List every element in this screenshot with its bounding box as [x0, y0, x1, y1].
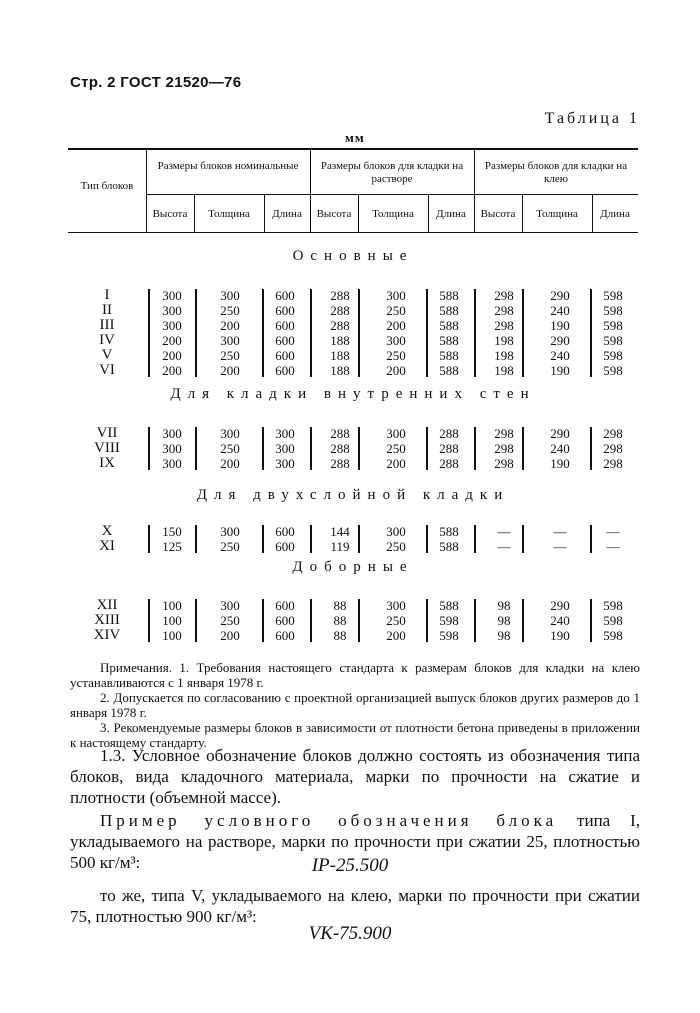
table-cell: 250: [386, 348, 406, 363]
table-cell: 250: [220, 613, 240, 628]
value-column: [482, 426, 526, 471]
table-cell: 598: [603, 288, 623, 303]
table-header: [68, 148, 638, 233]
value-column: [150, 598, 194, 643]
page-header: Стр. 2 ГОСТ 21520—76: [70, 74, 242, 91]
value-column: [200, 598, 260, 643]
value-column: [200, 288, 260, 378]
table-cell: 200: [386, 628, 406, 643]
row-type: I: [104, 287, 110, 303]
row-type: XIII: [94, 612, 120, 628]
table-cell: 588: [439, 363, 459, 378]
table-cell: 88: [333, 613, 347, 628]
value-column: [482, 524, 526, 554]
column-rule: [522, 525, 524, 553]
row-type: IV: [99, 332, 115, 348]
column-rule: [474, 289, 476, 377]
table-cell: 250: [220, 539, 240, 554]
table-cell: 200: [162, 333, 182, 348]
table-cell: 300: [386, 598, 406, 613]
table-cell: 288: [439, 456, 459, 471]
table-cell: 298: [603, 456, 623, 471]
row-type: XII: [96, 597, 118, 613]
table-cell: 598: [603, 348, 623, 363]
paragraph-text: 1.3. Условное обозначение блоков должно состоять из обозначения типа блоков, вида кладочного материала, марки по прочности на сжатие и плотности (объемной массе).: [70, 746, 640, 807]
header-divider: [146, 194, 638, 195]
table-cell: 250: [386, 303, 406, 318]
table-cell: 100: [162, 598, 182, 613]
table-cell: 600: [275, 363, 295, 378]
value-column: [270, 288, 300, 378]
table-cell: 300: [386, 288, 406, 303]
header-length: Длина: [600, 208, 630, 220]
value-column: [150, 524, 194, 554]
table-cell: 300: [275, 426, 295, 441]
table-cell: 588: [439, 318, 459, 333]
column-rule: [426, 289, 428, 377]
column-rule: [474, 525, 476, 553]
value-column: [598, 524, 628, 554]
header-length: Длина: [272, 208, 302, 220]
header-thickness: Толщина: [372, 208, 414, 220]
table-cell: 290: [550, 426, 570, 441]
table-cell: 190: [550, 456, 570, 471]
row-type: IX: [99, 455, 115, 471]
table-cell: 288: [330, 288, 350, 303]
value-column: [200, 426, 260, 471]
table-cell: 298: [494, 303, 514, 318]
row-types: [68, 524, 146, 554]
header-length: Длина: [436, 208, 466, 220]
table-cell: 188: [330, 348, 350, 363]
table-cell: 300: [220, 333, 240, 348]
value-column: [270, 524, 300, 554]
note-2: 2. Допускается по согласованию с проектной организацией выпуск блоков других размеров до 1 января 1978 г.: [70, 690, 640, 720]
note-1: Примечания. 1. Требования настоящего стандарта к размерам блоков для кладки на клею устанавливаются с 1 января 1978 г.: [70, 660, 640, 690]
paragraph-1-3: [70, 745, 640, 808]
table-cell: 98: [497, 613, 511, 628]
value-column: [482, 288, 526, 378]
table-cell: 198: [494, 363, 514, 378]
column-rule: [310, 525, 312, 553]
example-body: типа I, укладываемого на растворе, марки по прочности при сжатии 25, плотностью 500 кг/м³:: [70, 811, 640, 872]
table-cell: 600: [275, 318, 295, 333]
table-cell: 298: [494, 456, 514, 471]
row-type: VIII: [94, 440, 120, 456]
table-cell: 598: [603, 628, 623, 643]
value-column: [530, 426, 590, 471]
column-rule: [590, 525, 592, 553]
value-column: [200, 524, 260, 554]
column-rule: [358, 289, 360, 377]
column-rule: [426, 427, 428, 470]
table-cell: 588: [439, 303, 459, 318]
table-cell: 290: [550, 288, 570, 303]
table-cell: 200: [220, 363, 240, 378]
table-cell: 200: [220, 456, 240, 471]
table-cell: 288: [439, 426, 459, 441]
table-cell: 290: [550, 598, 570, 613]
column-rule: [474, 599, 476, 642]
column-rule: [195, 289, 197, 377]
table-cell: —: [606, 524, 620, 539]
table-cell: 250: [386, 539, 406, 554]
table-cell: 240: [550, 348, 570, 363]
value-column: [366, 426, 426, 471]
header-group-mortar: Размеры блоков для кладки на растворе: [320, 160, 464, 185]
table-cell: 290: [550, 333, 570, 348]
table-cell: —: [497, 524, 511, 539]
designation-example-1: IР-25.500: [311, 855, 389, 876]
table-cell: 288: [330, 456, 350, 471]
value-column: [530, 288, 590, 378]
table-cell: 300: [220, 598, 240, 613]
table-cell: 250: [386, 441, 406, 456]
column-rule: [522, 289, 524, 377]
table-cell: 98: [497, 628, 511, 643]
value-column: [530, 598, 590, 643]
value-column: [318, 426, 362, 471]
table-cell: 200: [220, 628, 240, 643]
table-cell: 600: [275, 539, 295, 554]
column-rule: [195, 599, 197, 642]
header-height: Высота: [316, 208, 352, 220]
value-column: [318, 524, 362, 554]
table-cell: 200: [220, 318, 240, 333]
table-cell: 588: [439, 539, 459, 554]
value-column: [270, 598, 300, 643]
value-column: [366, 524, 426, 554]
table-cell: 298: [603, 426, 623, 441]
table-cell: 598: [603, 318, 623, 333]
table-cell: 288: [439, 441, 459, 456]
column-rule: [426, 599, 428, 642]
table-cell: 200: [386, 318, 406, 333]
table-label: Таблица 1: [544, 110, 640, 127]
row-type: VI: [99, 362, 115, 378]
paragraph-2: [70, 885, 640, 927]
table-cell: 240: [550, 303, 570, 318]
value-column: [530, 524, 590, 554]
table-cell: 600: [275, 288, 295, 303]
header-group-glue: Размеры блоков для кладки на клею: [484, 160, 628, 185]
table-cell: 598: [439, 628, 459, 643]
value-column: [482, 598, 526, 643]
column-rule: [522, 599, 524, 642]
table-cell: 588: [439, 333, 459, 348]
table-cell: 298: [494, 318, 514, 333]
table-cell: 188: [330, 363, 350, 378]
table-cell: 588: [439, 598, 459, 613]
row-type: III: [99, 317, 115, 333]
table-cell: 600: [275, 613, 295, 628]
table-cell: 100: [162, 613, 182, 628]
table-cell: 300: [275, 441, 295, 456]
column-rule: [358, 427, 360, 470]
table-cell: 240: [550, 613, 570, 628]
table-cell: 190: [550, 628, 570, 643]
column-rule: [195, 525, 197, 553]
row-type: XIV: [93, 627, 121, 643]
note-3: 3. Рекомендуемые размеры блоков в зависимости от плотности бетона приведены в приложении к настоящему стандарту.: [70, 720, 640, 750]
table-cell: 600: [275, 628, 295, 643]
table-cell: 190: [550, 318, 570, 333]
value-column: [598, 288, 628, 378]
value-column: [318, 288, 362, 378]
units-label: мм: [345, 130, 365, 145]
table-cell: 298: [494, 441, 514, 456]
column-rule: [262, 525, 264, 553]
table-cell: 250: [386, 613, 406, 628]
table-cell: 600: [275, 333, 295, 348]
column-rule: [358, 525, 360, 553]
column-rule: [590, 599, 592, 642]
table-cell: 588: [439, 288, 459, 303]
value-column: [366, 598, 426, 643]
row-type: XI: [99, 538, 115, 554]
table-cell: 288: [330, 318, 350, 333]
column-rule: [590, 427, 592, 470]
value-column: [318, 598, 362, 643]
table-cell: 598: [439, 613, 459, 628]
column-rule: [262, 289, 264, 377]
table-cell: 250: [220, 303, 240, 318]
header-group-nominal: Размеры блоков номинальные: [157, 160, 299, 172]
header-thickness: Толщина: [536, 208, 578, 220]
table-cell: 200: [386, 456, 406, 471]
table-cell: 188: [330, 333, 350, 348]
table-cell: 125: [162, 539, 182, 554]
row-type: VII: [96, 425, 118, 441]
row-types: [68, 598, 146, 643]
table-cell: 600: [275, 598, 295, 613]
table-cell: 598: [603, 303, 623, 318]
column-rule: [310, 289, 312, 377]
table-cell: 300: [162, 303, 182, 318]
table-cell: 588: [439, 348, 459, 363]
header-height: Высота: [480, 208, 516, 220]
table-cell: 198: [494, 333, 514, 348]
table-cell: 144: [330, 524, 350, 539]
table-cell: 250: [220, 348, 240, 363]
table-cell: 250: [220, 441, 240, 456]
table-cell: 300: [162, 441, 182, 456]
value-column: [434, 524, 464, 554]
table-cell: 598: [603, 363, 623, 378]
section-title: Доборные: [292, 559, 414, 575]
table-cell: 119: [330, 539, 350, 554]
paragraph-text: то же, типа V, укладываемого на клею, марки по прочности при сжатии 75, плотностью 900 кг/м³:: [70, 886, 640, 926]
table-cell: 600: [275, 524, 295, 539]
table-cell: 100: [162, 628, 182, 643]
row-type: X: [101, 523, 113, 539]
table-cell: 300: [162, 426, 182, 441]
table-cell: 300: [162, 456, 182, 471]
table-cell: 300: [162, 318, 182, 333]
table-cell: 300: [220, 288, 240, 303]
notes: [70, 660, 640, 750]
header-height: Высота: [152, 208, 188, 220]
section-title: Основные: [292, 248, 414, 264]
value-column: [434, 288, 464, 378]
value-column: [270, 426, 300, 471]
example-lead: Пример условного обозначения блока: [100, 811, 558, 830]
table-cell: 598: [603, 333, 623, 348]
column-rule: [310, 427, 312, 470]
section-title: Для кладки внутренних стен: [170, 386, 536, 402]
designation-example-2: VК-75.900: [308, 923, 392, 944]
table-cell: —: [553, 539, 567, 554]
table-cell: —: [553, 524, 567, 539]
row-types: [68, 288, 146, 378]
table-cell: 588: [439, 524, 459, 539]
table-cell: 288: [330, 303, 350, 318]
header-type: Тип блоков: [80, 180, 134, 192]
table-cell: 288: [330, 441, 350, 456]
row-type: II: [102, 302, 112, 318]
table-cell: 298: [494, 426, 514, 441]
table-cell: 300: [386, 524, 406, 539]
table-cell: 298: [603, 441, 623, 456]
value-column: [598, 598, 628, 643]
column-rule: [262, 599, 264, 642]
value-column: [598, 426, 628, 471]
column-rule: [522, 427, 524, 470]
value-column: [434, 426, 464, 471]
table-cell: —: [606, 539, 620, 554]
table-cell: 300: [386, 333, 406, 348]
value-column: [434, 598, 464, 643]
table-cell: 598: [603, 613, 623, 628]
column-rule: [358, 599, 360, 642]
table-cell: 200: [162, 363, 182, 378]
table-cell: 288: [330, 426, 350, 441]
row-types: [68, 426, 146, 471]
table-cell: 198: [494, 348, 514, 363]
table-cell: 240: [550, 441, 570, 456]
column-rule: [474, 427, 476, 470]
table-cell: —: [497, 539, 511, 554]
column-rule: [426, 525, 428, 553]
column-rule: [195, 427, 197, 470]
table-cell: 300: [275, 456, 295, 471]
table-cell: 300: [220, 524, 240, 539]
value-column: [150, 288, 194, 378]
table-cell: 598: [603, 598, 623, 613]
column-rule: [262, 427, 264, 470]
row-type: V: [101, 347, 113, 363]
value-column: [150, 426, 194, 471]
table-cell: 88: [333, 598, 347, 613]
table-cell: 300: [220, 426, 240, 441]
value-column: [366, 288, 426, 378]
table-cell: 300: [386, 426, 406, 441]
table-cell: 200: [386, 363, 406, 378]
table-cell: 98: [497, 598, 511, 613]
column-rule: [310, 599, 312, 642]
table-cell: 298: [494, 288, 514, 303]
table-cell: 600: [275, 348, 295, 363]
table-cell: 150: [162, 524, 182, 539]
table-cell: 600: [275, 303, 295, 318]
column-rule: [590, 289, 592, 377]
section-title: Для двухслойной кладки: [196, 487, 510, 503]
table-cell: 88: [333, 628, 347, 643]
table-cell: 190: [550, 363, 570, 378]
table-cell: 200: [162, 348, 182, 363]
header-thickness: Толщина: [208, 208, 250, 220]
table-cell: 300: [162, 288, 182, 303]
